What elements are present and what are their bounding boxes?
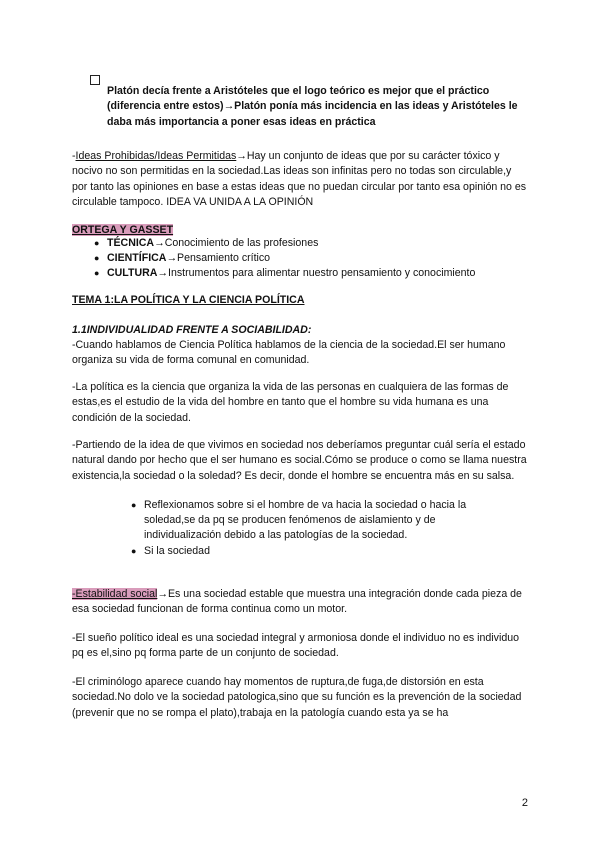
tema-subtitle: 1.1INDIVIDUALIDAD FRENTE A SOCIABILIDAD:: [72, 324, 312, 336]
tema-title: TEMA 1:LA POLÍTICA Y LA CIENCIA POLÍTICA: [72, 294, 305, 306]
list-item: ● Si la sociedad: [144, 544, 474, 559]
list-item: ● CULTURA→Instrumentos para alimentar nuestro pensamiento y conocimiento: [94, 267, 476, 279]
estabilidad-label: -Estabilidad social: [72, 588, 158, 600]
estabilidad-paragraph: -Estabilidad social→Es una sociedad estable que muestra una integración donde cada pieza de esa sociedad funcionan de forma continua como un motor.: [72, 588, 522, 616]
checkbox[interactable]: [90, 75, 100, 85]
list-item: ● Reflexionamos sobre si el hombre de va hacia la sociedad o hacia la soledad,se da pq se producen fenómenos de aislamiento y de individualización debido a las patologías de la sociedad.: [131, 499, 467, 542]
list-item: ● CIENTÍFICA→Pensamiento crítico: [94, 252, 271, 264]
checkbox-item-text: Platón decía frente a Aristóteles que el logo teórico es mejor que el práctico (diferencia entre estos)→Platón ponía más incidencia en las ideas y Aristóteles le daba más importancia a poner esas ideas en práctica: [107, 84, 518, 128]
tema-paragraph-1: -Cuando hablamos de Ciencia Política hablamos de la ciencia de la sociedad.El ser humano organiza su vida de forma comunal en comunidad.: [72, 339, 506, 367]
ideas-link[interactable]: Ideas Prohibidas/Ideas Permitidas: [75, 150, 237, 162]
checkbox-item: [90, 73, 530, 141]
ideas-paragraph-text: →Hay un conjunto de ideas que por su carácter tóxico y nocivo no son permitidas en la sociedad.Las ideas son infinitas pero no todas son circulable,y por tanto las opiniones en base a estas ideas que no puedan circular por tanto esa opinión no es circulable tampoco. IDEA VA UNIDA A LA OPINIÓN: [72, 150, 527, 209]
bullet-icon: ●: [131, 545, 137, 556]
bullet-icon: ●: [131, 500, 137, 510]
tema-sub-bullets: [131, 498, 474, 559]
bullet-icon: ●: [94, 253, 100, 263]
tema-paragraph-2: -La política es la ciencia que organiza la vida de las personas en cualquiera de las formas de estas,es el estudio de la vida del hombre en tanto que el hombre su vida humana es una condición de la sociedad.: [72, 381, 509, 424]
bullet-icon: ●: [94, 268, 100, 278]
ortega-list: [94, 236, 537, 281]
ideas-paragraph: -Ideas Prohibidas/Ideas Permitidas→Hay un conjunto de ideas que por su carácter tóxico y nocivo no son permitidas en la sociedad.Las ideas son infinitas pero no todas son circulable,y por tanto las opiniones en base a estas ideas que no puedan circular por tanto esa opinión no es circulable tampoco. IDEA VA UNIDA A LA OPINIÓN: [72, 150, 527, 209]
ortega-heading: ORTEGA Y GASSET: [72, 224, 174, 236]
list-item: ● TÉCNICA→Conocimiento de las profesiones: [94, 237, 319, 249]
sueno-paragraph: -El sueño político ideal es una sociedad integral y armoniosa donde el individuo no es individuo pq es el,sino pq forma parte de un conjunto de sociedad.: [72, 632, 519, 660]
tema-paragraph-3: -Partiendo de la idea de que vivimos en sociedad nos deberíamos preguntar cuál sería el estado natural dando por hecho que el ser humano es social.Cómo se produce o como se llama nuestra existencia,la sociedad o la soledad? Es decir, donde el hombre se encuentra más en su salsa.: [72, 439, 527, 482]
criminologo-paragraph: -El criminólogo aparece cuando hay momentos de ruptura,de fuga,de distorsión en esta sociedad.No dolo ve la sociedad patologica,sino que su función es la prevención de la sociedad (prevenir que no se rompa el plato),trabaja en la patología cuando esta ya se ha: [72, 676, 522, 719]
page-number: 2: [521, 797, 528, 809]
bullet-icon: ●: [94, 238, 100, 248]
